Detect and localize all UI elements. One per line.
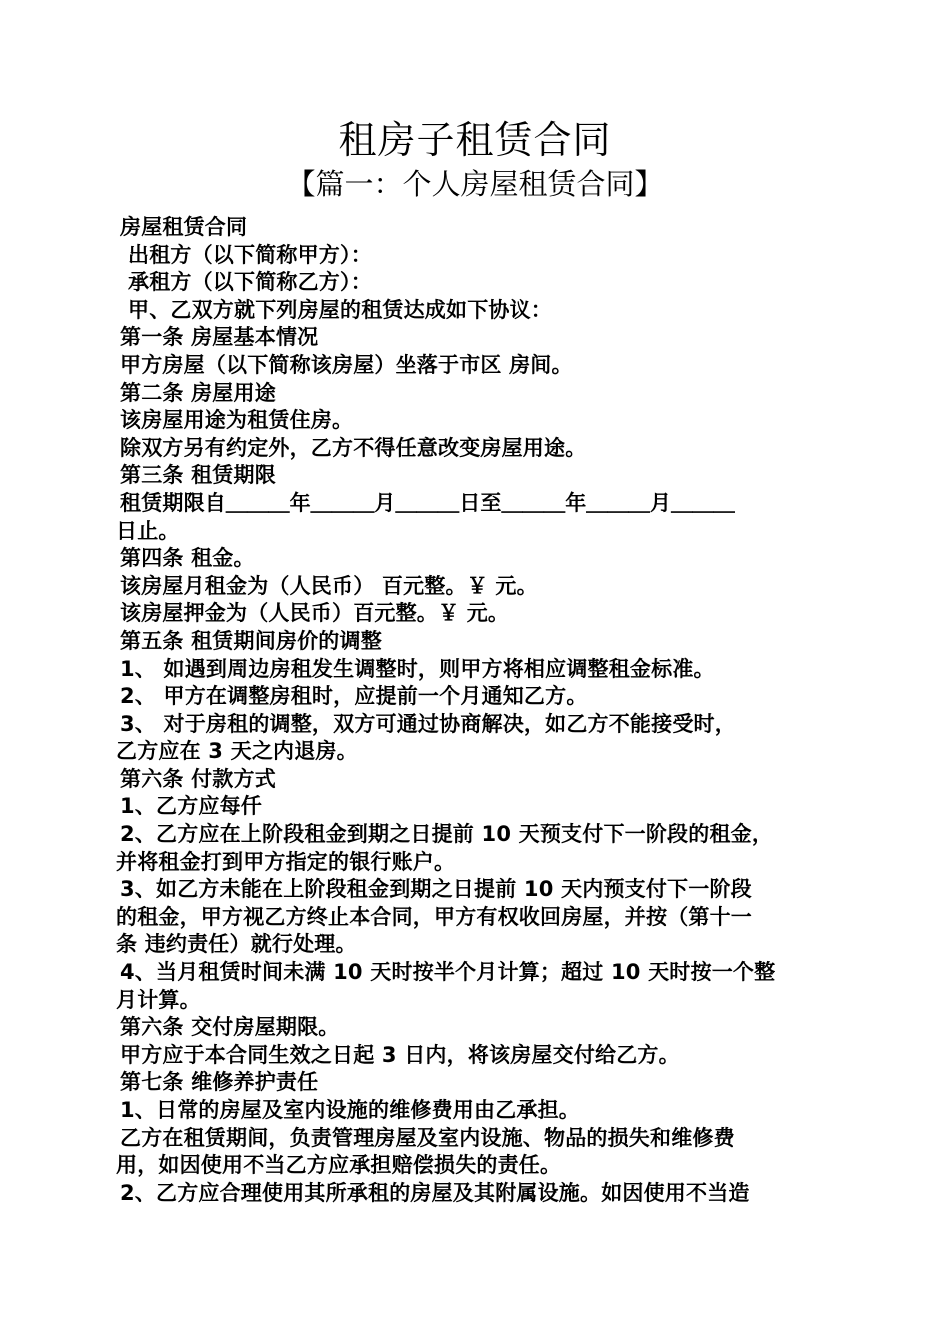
text-line: 并将租金打到甲方指定的银行账户。 [116, 849, 456, 874]
text-line: 2、乙方应在上阶段租金到期之日提前 10 天预支付下一阶段的租金， [120, 822, 774, 847]
text-line: 条 违约责任）就行处理。 [116, 932, 357, 957]
text-line: 承租方（以下简称乙方）： [128, 270, 372, 295]
text-line: 甲、乙双方就下列房屋的租赁达成如下协议： [128, 297, 552, 322]
text-line: 第七条 维修养护责任 [120, 1070, 319, 1095]
text-line: 房屋租赁合同 [120, 215, 248, 239]
text-line: 4、当月租赁时间未满 10 天时按半个月计算；超过 10 天时按一个整 [120, 960, 776, 985]
text-line: 甲方房屋（以下简称该房屋）坐落于市区 房间。 [120, 352, 573, 377]
text-line: 第六条 交付房屋期限。 [120, 1015, 340, 1040]
text-line: 租赁期限自＿＿＿年＿＿＿月＿＿＿日至＿＿＿年＿＿＿月＿＿＿ [120, 490, 735, 515]
text-line: 2、乙方应合理使用其所承租的房屋及其附属设施。如因使用不当造 [120, 1180, 750, 1205]
contract-body [116, 214, 840, 1207]
text-line: 该房屋押金为（人民币）百元整。￥ 元。 [120, 601, 510, 626]
text-line: 日止。 [116, 518, 180, 543]
text-line: 第二条 房屋用途 [120, 380, 276, 405]
text-line: 1、乙方应每仟 [120, 794, 263, 819]
text-line: 2、 甲方在调整房租时，应提前一个月通知乙方。 [120, 684, 588, 709]
text-line: 用，如因使用不当乙方应承担赔偿损失的责任。 [116, 1153, 562, 1178]
text-line: 第一条 房屋基本情况 [120, 325, 319, 350]
text-line: 除双方另有约定外，乙方不得任意改变房屋用途。 [120, 435, 587, 460]
text-line: 出租方（以下简称甲方）： [128, 242, 372, 267]
text-line: 甲方应于本合同生效之日起 3 日内，将该房屋交付给乙方。 [120, 1042, 680, 1067]
document-subtitle: 【篇一：个人房屋租赁合同】 [286, 167, 664, 201]
text-line: 该房屋用途为租赁住房。 [120, 408, 354, 433]
text-line: 第五条 租赁期间房价的调整 [120, 628, 382, 653]
text-line: 第三条 租赁期限 [120, 463, 276, 488]
document-title: 租房子租赁合同 [338, 118, 612, 162]
text-line: 该房屋月租金为（人民币） 百元整。￥ 元。 [120, 573, 538, 598]
text-line: 乙方应在 3 天之内退房。 [116, 739, 358, 764]
text-line: 3、如乙方未能在上阶段租金到期之日提前 10 天内预支付下一阶段 [120, 877, 752, 902]
text-line: 3、 对于房租的调整，双方可通过协商解决，如乙方不能接受时， [120, 711, 736, 736]
text-line: 第六条 付款方式 [120, 766, 276, 791]
text-line: 1、 如遇到周边房租发生调整时，则甲方将相应调整租金标准。 [120, 656, 715, 681]
text-line: 的租金，甲方视乙方终止本合同，甲方有权收回房屋，并按（第十一 [116, 904, 752, 929]
text-line: 乙方在租赁期间，负责管理房屋及室内设施、物品的损失和维修费 [120, 1125, 735, 1150]
text-line: 第四条 租金。 [120, 546, 255, 571]
text-line: 月计算。 [116, 987, 201, 1012]
text-line: 1、日常的房屋及室内设施的维修费用由乙承担。 [120, 1098, 581, 1122]
